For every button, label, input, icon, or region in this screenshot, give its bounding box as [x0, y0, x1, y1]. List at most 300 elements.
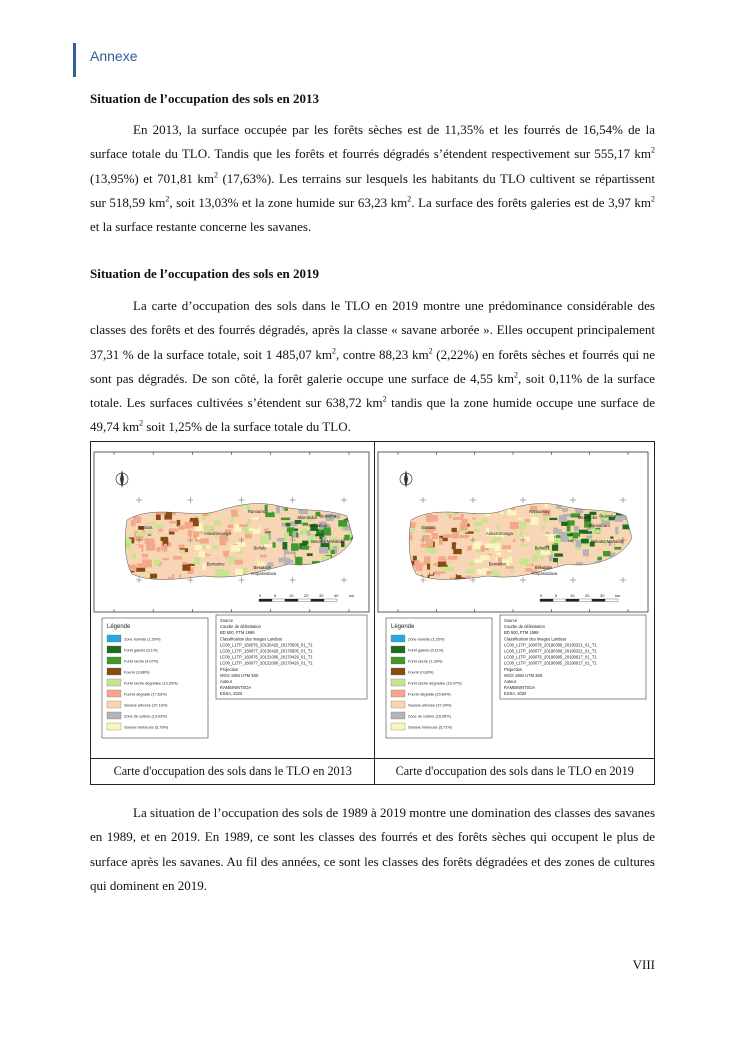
- land-patch: [188, 538, 195, 543]
- info-line: LC08_L1TP_160077_20190309_20190321_01_T1: [504, 648, 598, 654]
- place-label: Bemarivo: [206, 561, 225, 567]
- land-patch: [562, 519, 566, 522]
- info-line: Courbe de délimitation: [220, 624, 261, 630]
- land-patch: [520, 531, 523, 537]
- scale-segment: [605, 599, 618, 602]
- place-label: Miombobo: [578, 515, 598, 521]
- place-label: Bekatra Mahafaly: [311, 539, 344, 545]
- legend-swatch: [391, 668, 405, 675]
- land-patch: [246, 559, 249, 566]
- land-patch: [131, 520, 135, 526]
- land-patch: [195, 545, 202, 550]
- land-patch: [601, 528, 606, 533]
- land-patch: [178, 525, 184, 530]
- land-patch: [240, 518, 249, 521]
- land-patch: [145, 538, 155, 544]
- land-patch: [235, 569, 243, 576]
- place-label: Bekatra Mahafaly: [591, 539, 625, 545]
- land-patch: [425, 556, 431, 563]
- legend-label: Forêt sèche (4,07%): [124, 659, 159, 664]
- land-patch: [449, 515, 452, 518]
- scale-label: 10: [289, 593, 294, 598]
- map-2019-cell: [375, 442, 655, 759]
- land-patch: [203, 545, 206, 549]
- land-patch: [295, 557, 302, 565]
- land-patch: [521, 559, 530, 565]
- legend-label: Forêt sèche dégradée (16,47%): [408, 681, 463, 686]
- land-patch: [440, 538, 444, 545]
- land-patch: [519, 508, 523, 513]
- place-label: Ankazomanga: [486, 531, 514, 537]
- legend-swatch: [107, 723, 121, 730]
- map-2019: [375, 442, 654, 758]
- place-label: Miombobo: [297, 515, 318, 521]
- land-patch: [331, 550, 335, 554]
- land-patch: [278, 558, 285, 563]
- land-patch: [223, 551, 229, 557]
- land-patch: [447, 559, 451, 564]
- land-patch: [175, 554, 180, 556]
- land-patch: [429, 549, 437, 553]
- info-line: WGS 1984 UTM 38S: [504, 672, 543, 678]
- scale-label: 0: [259, 593, 262, 598]
- info-line: LC08_L1TP_160077_20190905_20190917_01_T1: [504, 660, 598, 666]
- land-patch: [182, 565, 190, 571]
- land-patch: [260, 536, 268, 544]
- land-patch: [434, 563, 439, 566]
- land-patch: [146, 543, 155, 551]
- land-patch: [562, 508, 568, 512]
- info-line: LC08_L1TP_160076_20190309_20190321_01_T1: [504, 642, 598, 648]
- info-line: Courbe de délimitation: [504, 624, 546, 630]
- land-patch: [508, 550, 512, 552]
- land-patch: [266, 522, 271, 526]
- land-patch: [206, 545, 210, 548]
- land-patch: [222, 570, 230, 577]
- land-patch: [142, 554, 148, 558]
- land-patch: [200, 538, 208, 543]
- land-patch: [567, 525, 571, 531]
- land-patch: [125, 539, 131, 546]
- scale-label: 30: [319, 593, 324, 598]
- land-patch: [430, 572, 433, 575]
- place-label: Ampasindava: [250, 571, 277, 577]
- land-patch: [492, 571, 499, 576]
- header-title: Annexe: [90, 48, 138, 64]
- land-patch: [561, 536, 569, 542]
- land-patch: [259, 514, 264, 518]
- land-patch: [293, 531, 296, 537]
- scale-segment: [553, 599, 566, 602]
- land-patch: [497, 552, 502, 555]
- land-patch: [142, 530, 145, 532]
- land-patch: [179, 545, 185, 548]
- land-patch: [477, 569, 486, 574]
- land-patch: [495, 566, 504, 568]
- land-patch: [568, 520, 576, 525]
- land-patch: [516, 538, 524, 544]
- land-patch: [173, 556, 182, 560]
- legend-label: Savane herbeuse (5,71%): [408, 725, 453, 730]
- legend-swatch: [391, 690, 405, 697]
- info-line: Projection: [504, 666, 523, 672]
- land-patch: [231, 545, 240, 552]
- land-patch: [598, 557, 602, 560]
- land-patch: [150, 574, 157, 579]
- info-line: Classification des images Landsat: [504, 636, 567, 642]
- land-patch: [604, 551, 611, 556]
- land-patch: [491, 516, 496, 518]
- legend-swatch: [107, 712, 121, 719]
- land-patch: [169, 528, 178, 531]
- land-patch: [427, 564, 430, 570]
- place-label: Soalara: [421, 524, 437, 530]
- land-patch: [508, 573, 515, 577]
- land-patch: [301, 546, 309, 550]
- scale-label: km: [349, 593, 355, 598]
- place-label: Soalara: [138, 524, 153, 530]
- land-patch: [475, 526, 483, 528]
- land-patch: [460, 523, 468, 530]
- land-patch: [550, 518, 558, 520]
- land-patch: [194, 557, 200, 565]
- legend-label: Forêt galerie (0,11%): [408, 648, 444, 653]
- info-line: Source: [220, 618, 233, 623]
- land-patch: [148, 531, 153, 535]
- legend-label: Savane arborée (37,34%): [408, 703, 452, 708]
- land-patch: [581, 539, 589, 544]
- info-line: Classification des images Landsat: [220, 636, 282, 642]
- land-patch: [136, 533, 145, 536]
- legend-swatch: [107, 701, 121, 708]
- land-patch: [505, 551, 509, 556]
- land-patch: [520, 522, 526, 530]
- legend-swatch: [107, 679, 121, 686]
- info-line: RAMBININTSOA: [504, 685, 536, 691]
- map-2013-cell: [91, 442, 375, 759]
- page-number: VIII: [632, 957, 655, 972]
- land-patch: [211, 549, 217, 554]
- land-patch: [245, 541, 255, 545]
- land-patch: [286, 523, 291, 527]
- land-patch: [453, 531, 459, 538]
- legend-label: Fourré (0,83%): [408, 670, 435, 675]
- scale-label: 20: [585, 593, 590, 598]
- land-patch: [546, 523, 551, 531]
- land-patch: [165, 512, 170, 515]
- heading-2013: Situation de l’occupation des sols en 2013: [90, 91, 319, 106]
- land-patch: [176, 565, 183, 571]
- legend-label: Forêt sèche (1,39%): [408, 659, 443, 664]
- land-patch: [239, 524, 248, 527]
- scale-segment: [324, 599, 337, 602]
- conclusion-paragraph: La situation de l’occupation des sols de 1989 à 2019 montre une domination des classes des savanes en 1989, et en 2019. En 1989, ce sont les classes des fourrés et des forêts sèches qui occupent le plus de surface après les savanes. Au fil des années, ce sont les classes des forêts dégradées et des zones de cultures qui dominent en 2019.: [90, 805, 655, 893]
- legend-label: Forêt sèche dégradée (13,93%): [124, 681, 178, 686]
- legend-title: Légende: [391, 624, 415, 630]
- land-patch: [513, 559, 522, 566]
- info-line: LC08_L1TP_160077_20131006_20170429_01_T1: [220, 660, 313, 666]
- land-patch: [544, 516, 548, 522]
- land-patch: [169, 521, 176, 524]
- scale-label: 0: [540, 593, 543, 598]
- place-label: Besatabe: [535, 564, 553, 570]
- land-patch: [132, 554, 136, 560]
- place-label: Ranoamay: [248, 508, 269, 514]
- land-patch: [199, 551, 205, 557]
- legend-swatch: [391, 646, 405, 653]
- land-patch: [427, 514, 434, 522]
- land-patch: [460, 535, 469, 538]
- place-label: Behaly: [535, 545, 548, 551]
- legend-swatch: [107, 690, 121, 697]
- legend-swatch: [107, 635, 121, 642]
- land-patch: [307, 553, 313, 556]
- land-patch: [483, 539, 488, 543]
- scale-segment: [592, 599, 605, 602]
- scale-segment: [259, 599, 272, 602]
- land-patch: [622, 529, 630, 535]
- legend-swatch: [391, 701, 405, 708]
- paragraph-2013: En 2013, la surface occupée par les forêts sèches est de 11,35% et les fourrés de 16,54% de la surface totale du TLO. Tandis que les forêts et fourrés dégradés s’étendent respectivement sur 555,17 $km^2$ (13,95%) et 701,81 $km^2$ (17,63%). Les terrains sur lesquels les habitants du TLO cultivent se répartissent sur 518,59 $km^2$, soit 13,03% et la zone humide sur 63,23 $km^2$. La surface des forêts galeries est de 3,97 $km^2$ et la surface restante concerne les savanes.: [90, 122, 656, 235]
- land-patch: [281, 518, 290, 521]
- land-patch: [319, 547, 328, 554]
- scale-segment: [540, 599, 553, 602]
- legend-label: Savane herbeuse (5,79%): [124, 725, 169, 730]
- land-patch: [202, 563, 205, 570]
- paragraph-2019: La carte d’occupation des sols dans le TLO en 2019 montre une prédominance considérable des classes des forêts et des fourrés dégradés, après la classe « savane arborée ». Elles occupent principalement 37,31 % de la surface totale, soit 1 485,07 $km^2$, contre 88,23 $km^2$ (2,22%) en forêts sèches et fourrés qui ne sont pas dégradés. De son côté, la forêt galerie occupe une surface de 4,55 $km^2$, soit 0,11% de la surface totale. Les surfaces cultivées s’étendent sur 638,72 $km^2$ tandis que la zone humide occupe une surface de 49,74 $km^2$ soit 1,25% de la surface totale du TLO.: [90, 298, 656, 435]
- land-patch: [184, 522, 193, 529]
- land-patch: [268, 548, 277, 550]
- legend-label: Forêt galerie (0,1%): [124, 648, 158, 653]
- land-patch: [277, 538, 284, 542]
- land-patch: [506, 566, 515, 569]
- land-patch: [188, 530, 193, 537]
- place-label: Maroaloaro: [589, 523, 611, 529]
- land-patch: [562, 551, 567, 554]
- land-patch: [501, 511, 504, 514]
- legend-swatch: [391, 657, 405, 664]
- scale-label: km: [615, 593, 621, 598]
- legend-title: Légende: [107, 624, 131, 630]
- land-patch: [474, 522, 483, 527]
- info-line: RAMBININTSOA: [220, 685, 252, 691]
- scale-label: 30: [600, 593, 605, 598]
- info-line: ESSA, 2020: [220, 691, 243, 697]
- land-patch: [518, 517, 522, 519]
- land-patch: [214, 520, 221, 526]
- land-patch: [302, 523, 308, 526]
- land-patch: [531, 517, 539, 525]
- land-patch: [465, 539, 472, 546]
- land-patch: [156, 525, 164, 529]
- land-patch: [344, 535, 349, 541]
- scale-label: 5: [555, 593, 558, 598]
- legend-swatch: [391, 635, 405, 642]
- land-patch: [461, 514, 464, 519]
- land-patch: [295, 520, 302, 524]
- land-patch: [251, 520, 261, 526]
- land-patch: [574, 526, 579, 532]
- scale-segment: [579, 599, 592, 602]
- info-line: LC08_L1TP_160077_20130429_20170505_01_T1: [220, 648, 313, 654]
- land-patch: [299, 509, 308, 514]
- info-line: Auteur: [220, 679, 233, 684]
- land-patch: [324, 527, 331, 535]
- scale-label: 5: [274, 593, 277, 598]
- legend-swatch: [107, 657, 121, 664]
- land-patch: [272, 542, 275, 547]
- land-patch: [157, 547, 161, 552]
- land-patch: [511, 570, 516, 572]
- land-patch: [485, 543, 495, 548]
- place-label: Ranoamay: [529, 508, 550, 514]
- land-patch: [132, 545, 139, 552]
- map-2013: [91, 442, 375, 758]
- land-patch: [519, 554, 529, 556]
- land-patch: [338, 520, 347, 526]
- place-label: Beavoha: [319, 513, 337, 519]
- land-patch: [250, 555, 257, 559]
- land-patch: [144, 560, 152, 567]
- legend-label: Fourré (3,88%): [124, 670, 150, 675]
- land-patch: [302, 541, 308, 545]
- scale-segment: [272, 599, 285, 602]
- info-line: Source: [504, 618, 518, 623]
- scale-segment: [311, 599, 324, 602]
- land-patch: [452, 528, 457, 532]
- info-line: ESSA, 2020: [504, 691, 527, 697]
- land-patch: [552, 545, 558, 551]
- land-patch: [301, 528, 306, 534]
- land-patch: [419, 565, 423, 572]
- info-line: BD 500, FTM 1998: [220, 630, 255, 636]
- land-patch: [235, 560, 243, 565]
- land-patch: [541, 550, 551, 555]
- land-patch: [596, 529, 600, 533]
- info-line: Projection: [220, 666, 239, 672]
- land-patch: [457, 566, 466, 570]
- land-patch: [146, 571, 149, 573]
- land-patch: [264, 528, 268, 531]
- scale-label: 40: [334, 593, 339, 598]
- legend-label: Zone humide (1,59%): [124, 637, 161, 642]
- scale-segment: [566, 599, 579, 602]
- scale-label: 10: [570, 593, 575, 598]
- land-patch: [260, 555, 267, 558]
- land-patch: [161, 546, 167, 550]
- place-label: Ampasindava: [532, 571, 558, 577]
- land-patch: [538, 504, 546, 506]
- land-patch: [486, 513, 491, 516]
- land-patch: [536, 557, 544, 560]
- land-patch: [231, 510, 238, 517]
- land-patch: [282, 542, 287, 549]
- place-label: Ankazomanga: [204, 531, 231, 537]
- land-patch: [474, 558, 483, 563]
- legend-label: Zone de culture (16,06%): [408, 714, 452, 719]
- land-patch: [473, 541, 482, 549]
- land-patch: [610, 524, 615, 528]
- land-patch: [410, 535, 413, 540]
- land-patch: [510, 522, 519, 529]
- legend-swatch: [107, 646, 121, 653]
- legend-label: Zone de culture (13,03%): [124, 714, 167, 719]
- place-label: Beavoha: [599, 513, 617, 519]
- place-label: Maroaloaro: [308, 523, 330, 529]
- land-patch: [616, 527, 619, 534]
- land-patch: [179, 550, 184, 553]
- caption-2013: Carte d'occupation des sols dans le TLO en 2013: [91, 759, 375, 785]
- land-patch: [576, 540, 582, 548]
- figure-table: [90, 441, 655, 785]
- land-patch: [495, 543, 501, 551]
- legend-label: Fourré dégradé (17,63%): [124, 692, 167, 697]
- legend-swatch: [391, 712, 405, 719]
- land-patch: [583, 549, 589, 556]
- land-patch: [158, 529, 163, 532]
- legend-swatch: [391, 723, 405, 730]
- place-label: Behaly: [253, 545, 267, 551]
- land-patch: [245, 534, 252, 539]
- land-patch: [452, 542, 456, 549]
- land-patch: [432, 533, 439, 539]
- land-patch: [438, 561, 448, 567]
- legend-label: Zone humide (1,25%): [408, 637, 445, 642]
- legend-swatch: [391, 679, 405, 686]
- land-patch: [229, 557, 236, 564]
- legend-label: Savane arborée (37,16%): [124, 703, 168, 708]
- land-patch: [462, 519, 469, 523]
- scale-segment: [298, 599, 311, 602]
- land-patch: [503, 545, 512, 549]
- land-patch: [291, 543, 298, 551]
- legend-label: Fourré dégradé (20,84%): [408, 692, 452, 697]
- place-label: Bemarivo: [489, 561, 507, 567]
- info-line: BD 500, FTM 1998: [504, 630, 540, 636]
- land-patch: [441, 567, 450, 571]
- land-patch: [206, 516, 214, 521]
- land-patch: [454, 549, 462, 554]
- info-line: Auteur: [504, 679, 517, 684]
- land-patch: [440, 574, 450, 580]
- land-patch: [555, 553, 564, 556]
- scale-label: 20: [304, 593, 309, 598]
- land-patch: [579, 530, 588, 534]
- header-accent-bar: [73, 43, 76, 77]
- land-patch: [458, 570, 466, 575]
- land-patch: [592, 554, 598, 558]
- land-patch: [154, 559, 160, 565]
- heading-2019: Situation de l’occupation des sols en 2019: [90, 266, 319, 281]
- caption-2019: Carte d'occupation des sols dans le TLO en 2019: [375, 759, 655, 785]
- info-line: LC08_L1TP_160076_20131006_20170429_01_T1: [220, 654, 313, 660]
- land-patch: [543, 536, 548, 543]
- info-line: LC08_L1TP_160076_20190905_20190917_01_T1: [504, 654, 598, 660]
- land-patch: [276, 506, 280, 514]
- land-patch: [475, 529, 480, 532]
- land-patch: [262, 520, 266, 523]
- legend-swatch: [107, 668, 121, 675]
- info-line: LC08_L1TP_160076_20130429_20170505_01_T1: [220, 642, 313, 648]
- land-patch: [575, 553, 582, 560]
- scale-segment: [285, 599, 298, 602]
- land-patch: [227, 512, 231, 519]
- land-patch: [508, 510, 517, 515]
- land-patch: [444, 534, 454, 538]
- land-patch: [535, 531, 543, 535]
- land-patch: [526, 523, 531, 530]
- land-patch: [167, 571, 176, 574]
